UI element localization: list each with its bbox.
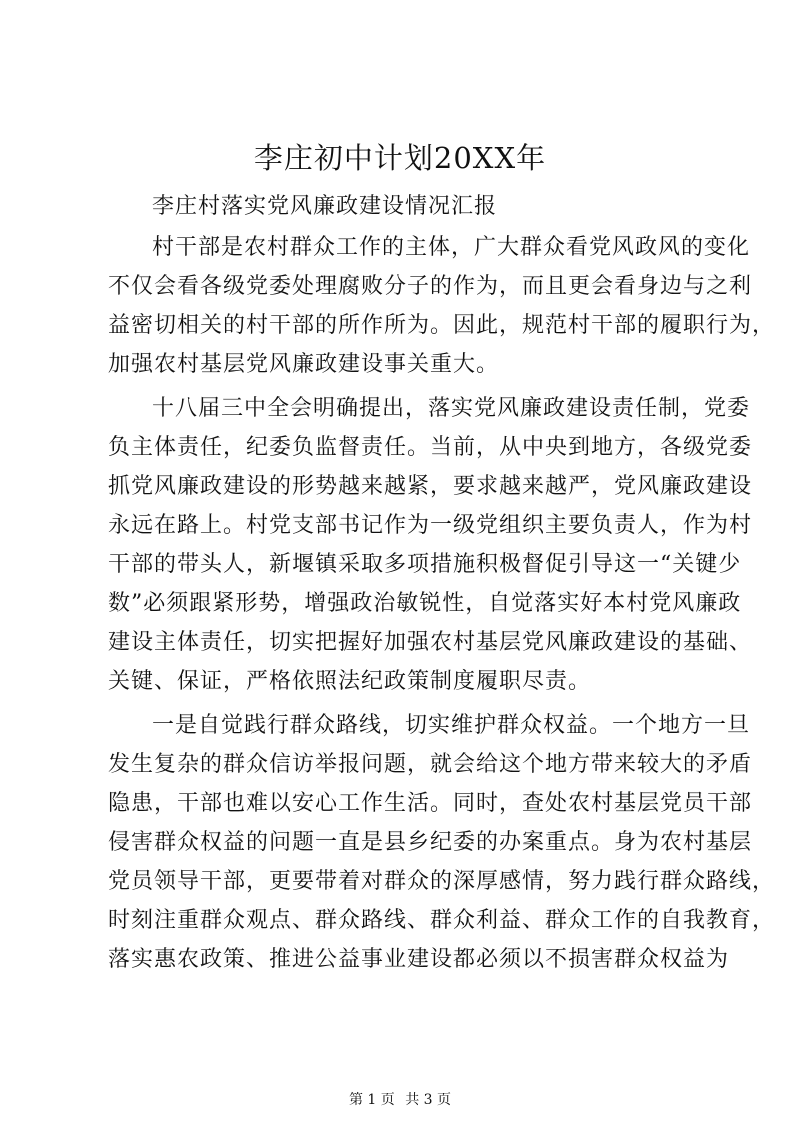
paragraph-line: 落实惠农政策、推进公益事业建设都必须以不损害群众权益为: [108, 947, 730, 972]
page-number: 第 1 页: [348, 1092, 395, 1108]
paragraph-line: 干部的带头人，新堰镇采取多项措施积极督促引导这一“关键少: [108, 552, 742, 577]
paragraph-line: 十八届三中全会明确提出，落实党风廉政建设责任制，党委: [152, 396, 751, 421]
paragraph-line: 数”必须跟紧形势，增强政治敏锐性，自觉落实好本村党风廉政: [108, 591, 742, 616]
paragraph-line: 益密切相关的村干部的所作所为。因此，规范村干部的履职行为，: [108, 313, 776, 338]
paragraph-line: 发生复杂的群众信访举报问题，就会给这个地方带来较大的矛盾: [108, 752, 753, 777]
paragraph-line: 隐患，干部也难以安心工作生活。同时，查处农村基层党员干部: [108, 791, 753, 816]
paragraph-line: 建设主体责任，切实把握好加强农村基层党风廉政建设的基础、: [108, 630, 753, 655]
subtitle-line: 李庄村落实党风廉政建设情况汇报: [152, 194, 498, 219]
page-title: 李庄初中计划20XX年: [253, 141, 547, 175]
paragraph-line: 永远在路上。村党支部书记作为一级党组织主要负责人，作为村: [108, 513, 753, 538]
paragraph-line: 加强农村基层党风廉政建设事关重大。: [108, 352, 500, 377]
paragraph-line: 不仅会看各级党委处理腐败分子的作为，而且更会看身边与之利: [108, 274, 753, 299]
paragraph-line: 抓党风廉政建设的形势越来越紧，要求越来越严，党风廉政建设: [108, 474, 753, 499]
page-footer: [0, 1090, 800, 1110]
paragraph-line: 一是自觉践行群众路线，切实维护群众权益。一个地方一旦: [152, 713, 751, 738]
paragraph-line: 党员领导干部，更要带着对群众的深厚感情，努力践行群众路线，: [108, 869, 776, 894]
paragraph-line: 关键、保证，严格依照法纪政策制度履职尽责。: [108, 669, 592, 694]
page-total: 共 3 页: [405, 1092, 452, 1108]
paragraph-line: 负主体责任，纪委负监督责任。当前，从中央到地方，各级党委: [108, 435, 753, 460]
paragraph-line: 时刻注重群众观点、群众路线、群众利益、群众工作的自我教育，: [108, 908, 776, 933]
paragraph-line: 村干部是农村群众工作的主体，广大群众看党风政风的变化: [152, 235, 751, 260]
paragraph-line: 侵害群众权益的问题一直是县乡纪委的办案重点。身为农村基层: [108, 830, 753, 855]
